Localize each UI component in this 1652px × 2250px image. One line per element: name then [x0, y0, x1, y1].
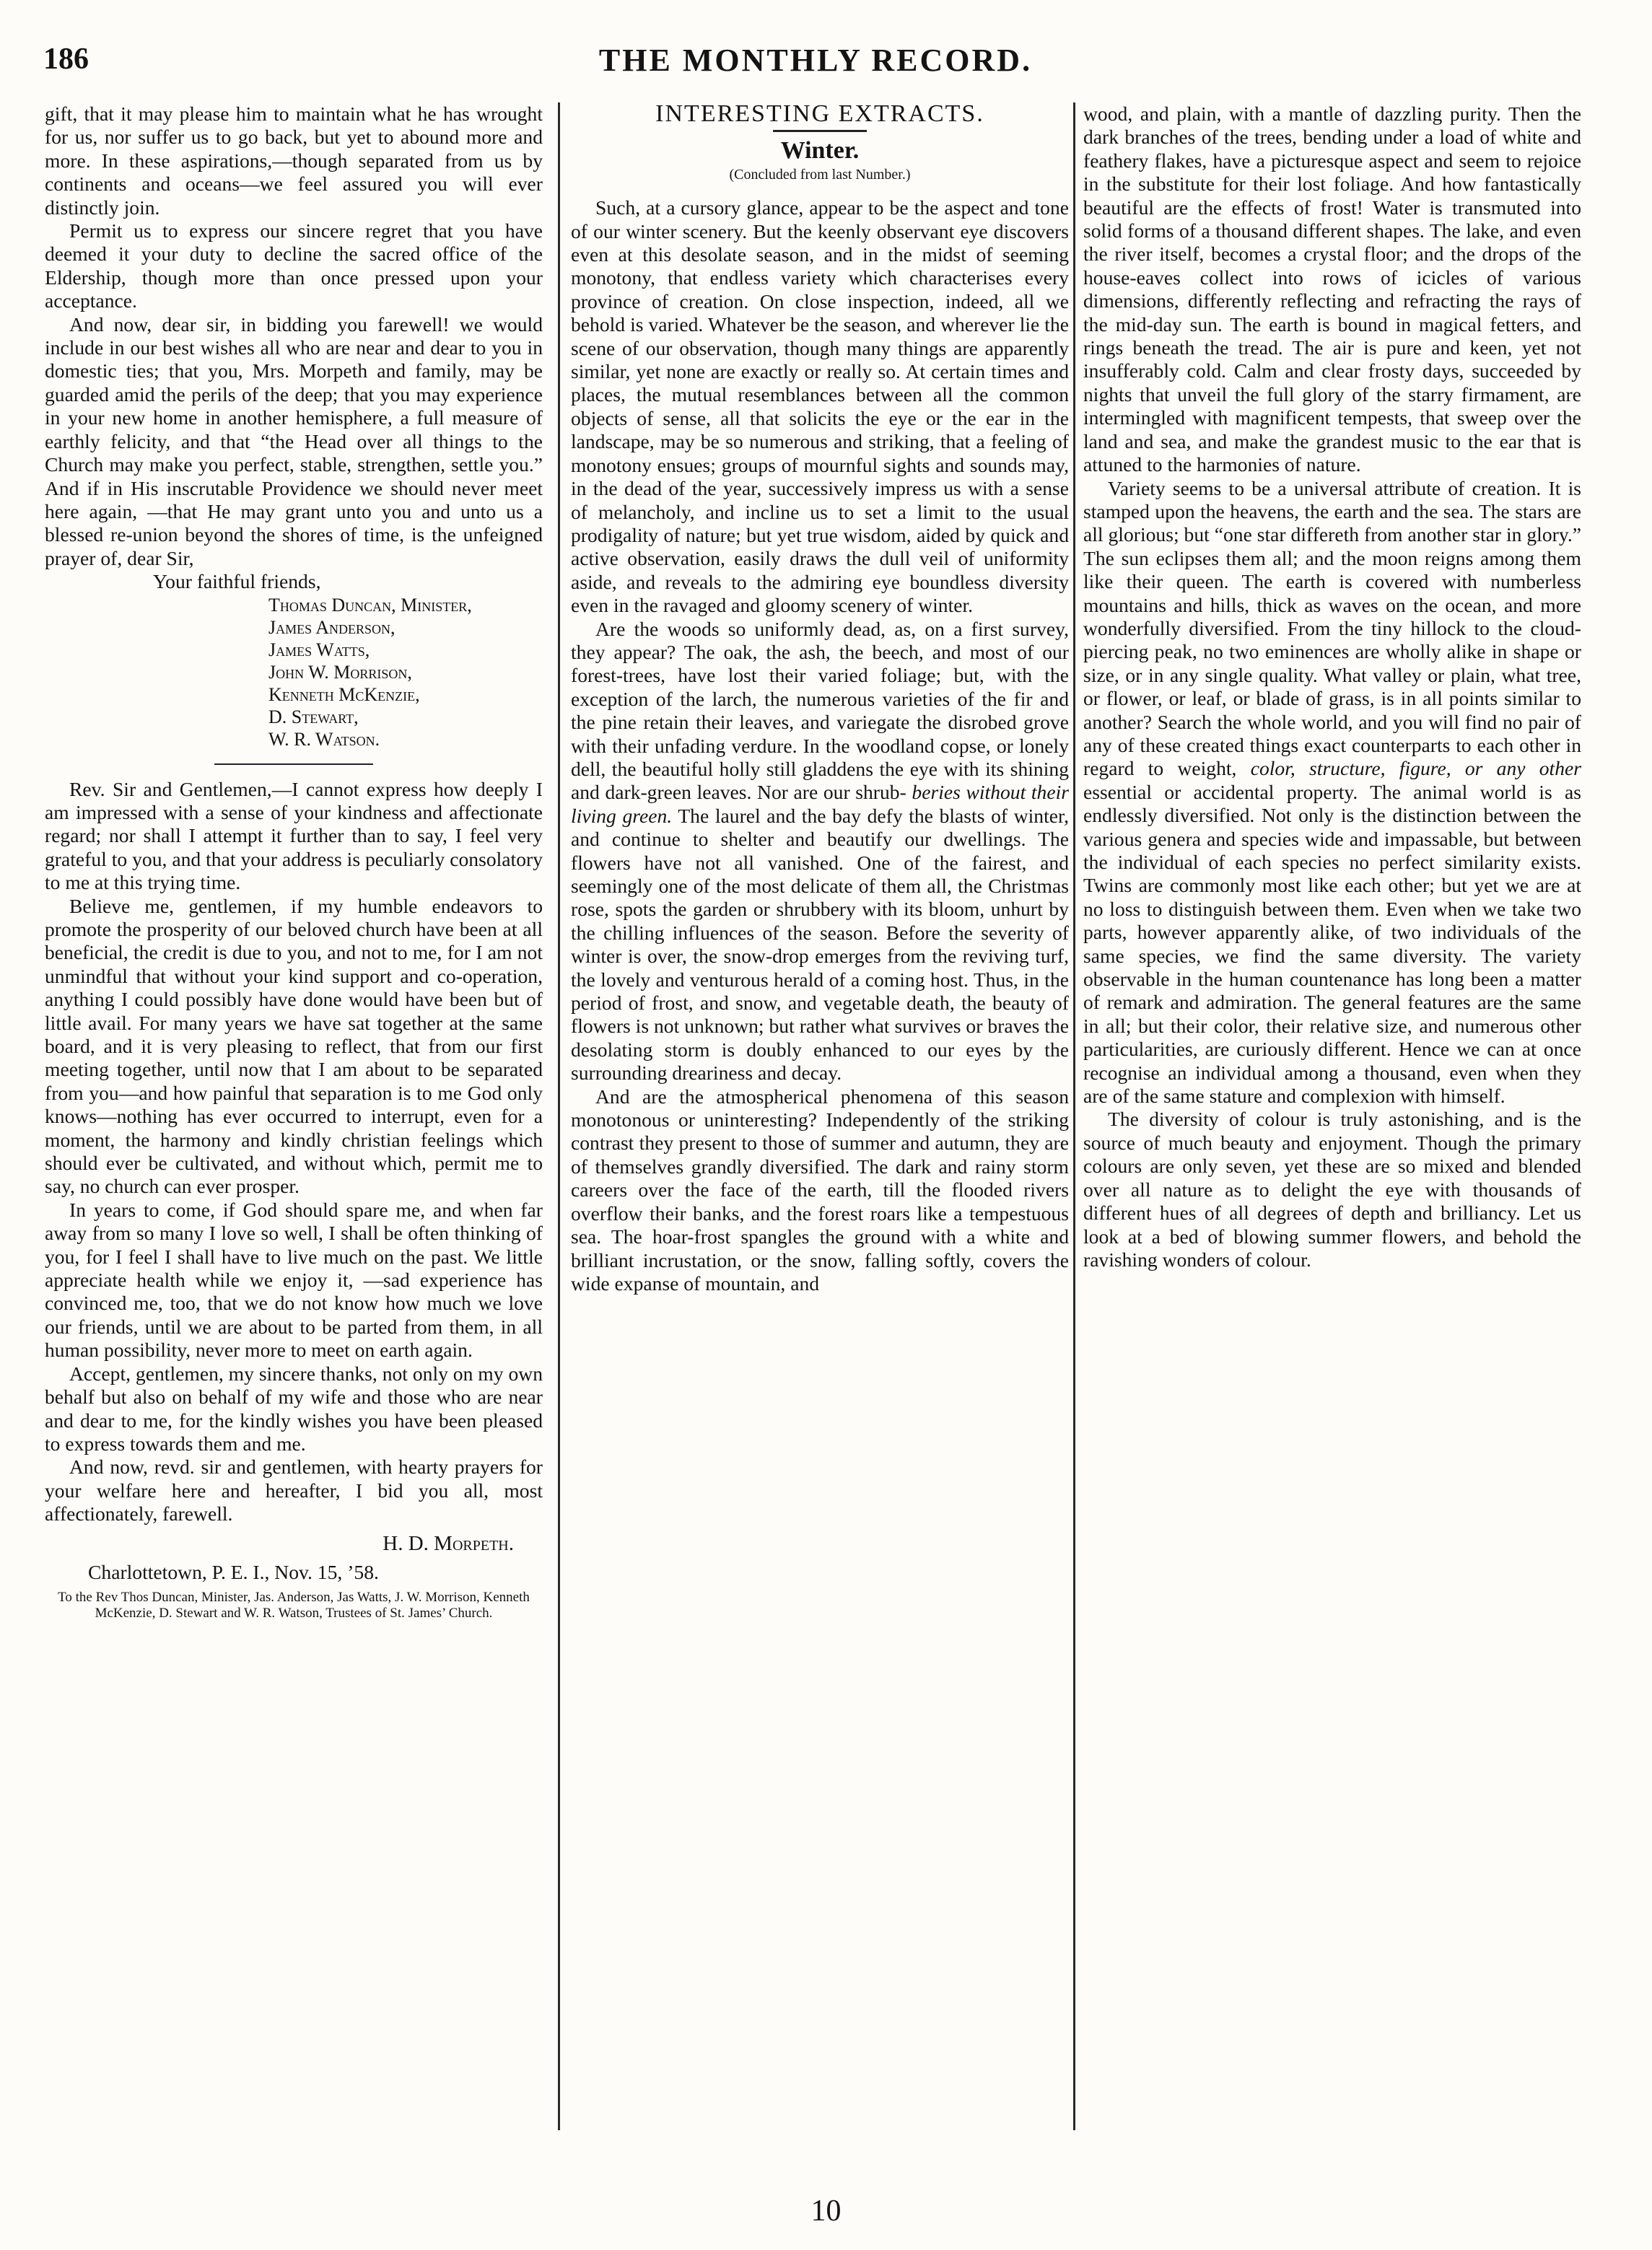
address-paragraph: And now, dear sir, in bidding you farewell! we would include in our best wishes all who are near and dear to you in domestic ties; that you, Mrs. Morpeth and family, may be guarded amid the perils of the deep; that you may experience in your new home in another hemisphere, a full measure of earthly felicity, and that “the Head over all things to the Church may make you perfect, stable, strengthen, settle you.” And if in His inscrutable Providence we should never meet here again, —that He may grant unto you and unto us a blessed re-union beyond the shores of time, is the unfeigned prayer of, dear Sir, — [45, 312, 543, 569]
article-title: Winter. — [780, 137, 860, 165]
column-rule-right — [1073, 102, 1075, 2130]
column-left — [45, 102, 543, 2159]
article-paragraph: wood, and plain, with a mantle of dazzling purity. Then the dark branches of the trees, bending under a load of white and feathery flakes, have a picturesque aspect and seem to rejoice in the substitute for their lost foliage. And how fantastically beautiful are the effects of frost! Water is transmuted into solid forms of a thousand different shapes. The lake, and even the river itself, becomes a crystal floor; and the drops of the house-eaves collect into rows of icicles of various dimensions, differently reflecting and refracting the rays of the mid-day sun. The earth is bound in magical fetters, and rings beneath the tread. The air is pure and keen, yet not insufferably cold. Calm and clear frosty days, succeeded by nights that unveil the full glory of the starry firmament, are intermingled with magnificent tempests, that sweep over the land and sea, and make the grandest music to the ear that is attuned to the harmonies of nature. — [1083, 102, 1581, 476]
article-paragraph: Such, at a cursory glance, appear to be the aspect and tone of our winter scenery. But the keenly observant eye discovers even at this desolate season, and in the midst of seeming monotony, that endless variety which characterises every province of creation. On close inspection, indeed, all we behold is varied. Whatever be the season, and wherever lie the scene of our observation, though many things are apparently similar, yet none are exactly or really so. At certain times and places, the mutual resemblances between all the common objects of sense, all that solicits the eye or the ear in the landscape, may be so numerous and striking, that a feeling of monotony ensues; groups of mournful sights and sounds may, in the dead of the year, successively impress us with a sense of melancholy, and incline us to set a limit to the usual prodigality of nature; but yet true wisdom, aided by quick and active observation, easily draws the dull veil of uniformity aside, and reveals to the admiring eye boundless diversity even in the ravaged and gloomy scenery of winter. — [571, 196, 1069, 617]
article-paragraph — [1083, 477, 1581, 1108]
reply-paragraph: Believe me, gentlemen, if my humble endeavors to promote the prosperity of our beloved church have been at all beneficial, the credit is due to you, and not to me, for I am not unmindful that without your kind support and co-operation, anything I could possibly have done would have been but of little avail. For many years we have sat together at the same board, and it is very pleasing to reflect, that from our first meeting together, until now that I am about to be separated from you—and how painful that separation is to me God only knows—nothing has ever occurred to interrupt, even for a moment, the harmony and kindly christian feelings which should ever be cultivated, and without which, permit me to say, no church can ever prosper. — [45, 894, 543, 1198]
dateline: Charlottetown, P. E. I., Nov. 15, ’58. — [88, 1560, 379, 1583]
reply-paragraph: And now, revd. sir and gentlemen, with hearty prayers for your welfare here and hereafter, I bid you all, most affectionately, farewell. — [45, 1456, 543, 1525]
page-header — [43, 42, 1588, 85]
running-title: THE MONTHLY RECORD. — [598, 43, 1033, 78]
signatory: D. Stewart, — [268, 706, 359, 727]
page-number: 186 — [43, 43, 89, 76]
column-right — [1083, 102, 1581, 2159]
article-paragraph: The diversity of colour is truly astonishing, and is the source of much beauty and enjoyment. Though the primary colours are only seven, yet these are so mixed and blended over all nature as to delight the eye with thousands of different hues of all degrees of depth and brilliancy. Let us look at a bed of blowing summer flowers, and behold the ravishing wonders of colour. — [1083, 1108, 1581, 1271]
closing-line: Your faithful friends, — [153, 570, 321, 593]
address-paragraph: gift, that it may please him to maintain what he has wrought for us, nor suffer us to go back, but yet to abound more and more. In these aspirations,—though separated from us by continents and oceans—we feel assured you will ever distinctly join. — [45, 102, 543, 219]
text-run: The laurel and the bay defy the blasts of winter, and continue to shelter and beautify our dwellings. The flowers have not all vanished. One of the fairest, and seemingly one of the most delicate of them all, the Christmas rose, spots the garden or shrubbery with its bloom, unhurt by the chilling influences of the season. Before the severity of winter is over, the snow-drop emerges from the reviving turf, the lovely and venturous herald of a coming host. Thus, in the period of frost, and snow, and vegetable death, the beauty of flowers is not unknown; but rather what survives or braves the desolating storm is doubly enhanced to our eyes by the surrounding dreariness and decay. — [571, 804, 1069, 1085]
section-divider — [214, 763, 373, 765]
article-paragraph: And are the atmospherical phenomena of this season monotonous or uninteresting? Independently of the striking contrast they present to those of summer and autumn, they are of themselves grandly diversified. The dark and rainy storm careers over the face of the earth, till the flooded rivers overflow their banks, and the forest roars like a tempestuous sea. The hoar-frost spangles the ground with a white and brilliant incrustation, or the snow, falling softly, covers the wide expanse of mountain, and — [571, 1085, 1069, 1295]
italic-run: beries without their living green. — [571, 781, 1069, 827]
heading-rule — [773, 130, 867, 132]
signatory: Thomas Duncan, Minister, — [268, 594, 472, 616]
signatory: John W. Morrison, — [268, 661, 412, 683]
text-run: essential or accidental property. The animal world is as endlessly diversified. Not only is the distinction between the various genera and species wide and impassable, but between the individual of each species no perfect similarity exists. Twins are commonly most like each other; but yet we are at no loss to distinguish between them. Even when we take two parts, however apparently alike, of two individuals of the same species, we find the same diversity. The variety observable in the human countenance has long been a matter of remark and admiration. The general features are the same in all; but their color, their relative size, and numerous other particularities, are curiously different. Hence we can at once recognise an individual among a thousand, even when they are of the same stature and complexion with himself. — [1083, 780, 1581, 1108]
italic-run: color, structure, figure, or any other — [1250, 757, 1581, 780]
signatory: James Anderson, — [268, 616, 395, 638]
recipients-line: To the Rev Thos Duncan, Minister, Jas. Anderson, Jas Watts, J. W. Morrison, Kenneth McKenzie, D. Stewart and W. R. Watson, Trustees of St. James’ Church. — [58, 1590, 530, 1621]
reply-signature: H. D. Morpeth. — [383, 1531, 514, 1555]
signatory: James Watts, — [268, 639, 370, 660]
signatory: Kenneth McKenzie, — [268, 683, 420, 705]
section-heading: INTERESTING EXTRACTS. — [655, 102, 984, 127]
column-middle — [571, 102, 1069, 2159]
article-paragraph — [571, 618, 1069, 1085]
column-rule-left — [558, 102, 560, 2130]
reply-paragraph: Rev. Sir and Gentlemen,—I cannot express how deeply I am impressed with a sense of your kindness and affectionate regard; nor shall I attempt it further than to say, I feel very grateful to you, and that your address is peculiarly consolatory to me at this trying time. — [45, 777, 543, 894]
reply-paragraph: In years to come, if God should spare me, and when far away from so many I love so well, I shall be often thinking of you, for I feel I shall have to live much on the past. We little appreciate health while we enjoy it, —sad experience has convinced me, too, that we do not know how much we love our friends, until we are about to be parted from them, in all human possibility, never more to meet on earth again. — [45, 1198, 543, 1362]
text-run: Are the woods so uniformly dead, as, on a first survey, they appear? The oak, the ash, the beech, and most of our forest-trees, have lost their varied foliage; but, with the exception of the larch, the numerous varieties of the fir and the pine retain their leaves, and variegate the disrobed grove with their unfading verdure. In the woodland copse, or lonely dell, the beautiful holly still gladdens the eye with its shining and dark-green leaves. Nor are our shrub- — [571, 617, 1069, 804]
signatory: W. R. Watson. — [268, 728, 380, 750]
article-note: (Concluded from last Number.) — [729, 166, 911, 183]
reply-paragraph: Accept, gentlemen, my sincere thanks, not only on my own behalf but also on behalf of my wife and those who are near and dear to me, for the kindly wishes you have been pleased to express towards them and me. — [45, 1362, 543, 1455]
signature-mark: 10 — [810, 2194, 842, 2228]
text-run: Variety seems to be a universal attribute of creation. It is stamped upon the heavens, the earth and the sea. The stars are all glorious; but “one star differeth from another star in glory.” The sun eclipses them all; and the moon reigns among them like their queen. The earth is covered with numberless mountains and hills, thick as waves on the ocean, and more wonderfully diversified. From the tiny hillock to the cloud-piercing peak, no two eminences are wholly alike in shape or size, or in any single quality. What valley or plain, what tree, or flower, or leaf, or blade of grass, is in all points similar to another? Search the whole world, and you will find no pair of any of these created things exact counterparts to each other in regard to weight, — [1083, 476, 1581, 780]
address-paragraph: Permit us to express our sincere regret that you have deemed it your duty to decline the sacred office of the Eldership, though more than once pressed upon your acceptance. — [45, 219, 543, 312]
